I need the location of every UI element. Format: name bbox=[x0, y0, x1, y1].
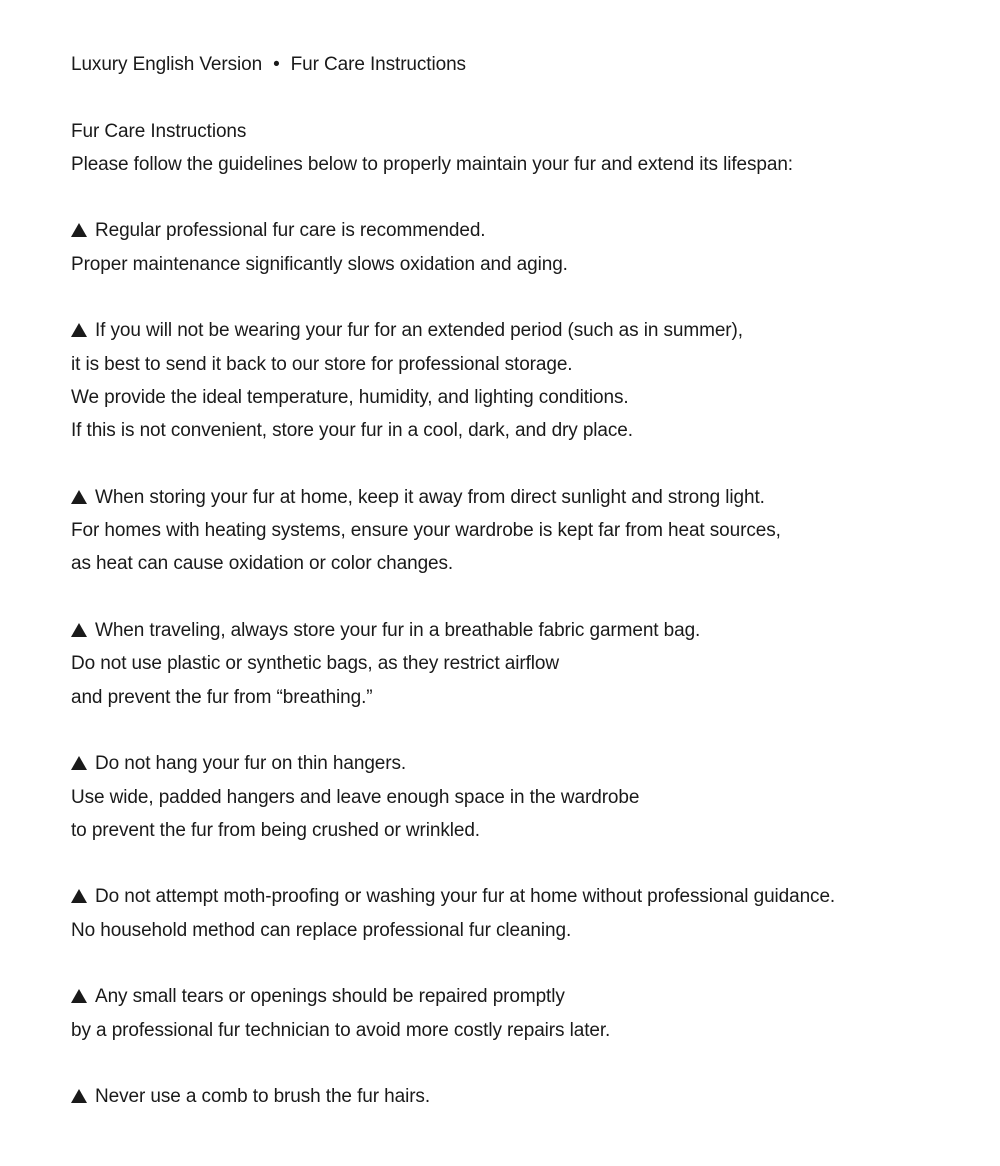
instruction-line: No household method can replace professional fur cleaning. bbox=[71, 919, 572, 941]
triangle-bullet-icon bbox=[71, 623, 87, 637]
triangle-bullet-icon bbox=[71, 889, 87, 903]
instruction-lead-text: Never use a comb to brush the fur hairs. bbox=[95, 1086, 430, 1108]
triangle-bullet-icon bbox=[71, 323, 87, 337]
instruction-line: as heat can cause oxidation or color changes. bbox=[71, 553, 454, 575]
care-instruction-item bbox=[71, 214, 960, 281]
document-header bbox=[71, 48, 960, 81]
instruction-line: Do not use plastic or synthetic bags, as they restrict airflow bbox=[71, 653, 560, 675]
intro-text: Please follow the guidelines below to properly maintain your fur and extend its lifespan: bbox=[71, 153, 793, 175]
care-instruction-item bbox=[71, 314, 960, 447]
care-instruction-item bbox=[71, 747, 960, 847]
instruction-lead-text: When traveling, always store your fur in a breathable fabric garment bag. bbox=[95, 620, 701, 642]
instruction-lead-text: Do not hang your fur on thin hangers. bbox=[95, 753, 407, 775]
instruction-lead-text: Any small tears or openings should be repaired promptly bbox=[95, 986, 565, 1008]
instruction-lead bbox=[71, 214, 960, 247]
header-separator: • bbox=[273, 54, 280, 75]
triangle-bullet-icon bbox=[71, 490, 87, 504]
instruction-lead-text: Regular professional fur care is recommended. bbox=[95, 220, 486, 242]
instruction-line: If this is not convenient, store your fur in a cool, dark, and dry place. bbox=[71, 420, 633, 442]
care-instruction-item bbox=[71, 880, 960, 947]
document-page bbox=[71, 48, 960, 1114]
instruction-lead-text: When storing your fur at home, keep it away from direct sunlight and strong light. bbox=[95, 486, 765, 508]
instruction-line: Proper maintenance significantly slows oxidation and aging. bbox=[71, 253, 568, 275]
instruction-line: it is best to send it back to our store for professional storage. bbox=[71, 353, 573, 375]
instruction-lead bbox=[71, 481, 960, 514]
spacer bbox=[71, 581, 960, 614]
instruction-lead bbox=[71, 980, 960, 1013]
instruction-lead bbox=[71, 614, 960, 647]
spacer bbox=[71, 714, 960, 747]
instruction-lead bbox=[71, 880, 960, 913]
spacer bbox=[71, 847, 960, 880]
instruction-lead-text: Do not attempt moth-proofing or washing your fur at home without professional guidance. bbox=[95, 886, 836, 908]
spacer bbox=[71, 281, 960, 314]
care-instruction-item bbox=[71, 980, 960, 1047]
version-label: Luxury English Version bbox=[71, 54, 263, 75]
care-instruction-item bbox=[71, 1080, 960, 1113]
instruction-line: by a professional fur technician to avoid more costly repairs later. bbox=[71, 1019, 611, 1041]
instruction-line: We provide the ideal temperature, humidity, and lighting conditions. bbox=[71, 386, 629, 408]
care-instruction-item bbox=[71, 481, 960, 581]
intro-title: Fur Care Instructions bbox=[71, 120, 247, 142]
care-instruction-item bbox=[71, 614, 960, 714]
instruction-line: and prevent the fur from “breathing.” bbox=[71, 686, 373, 708]
triangle-bullet-icon bbox=[71, 756, 87, 770]
instruction-line: For homes with heating systems, ensure your wardrobe is kept far from heat sources, bbox=[71, 520, 781, 542]
header-subject: Fur Care Instructions bbox=[290, 54, 466, 75]
spacer bbox=[71, 181, 960, 214]
spacer bbox=[71, 448, 960, 481]
spacer bbox=[71, 81, 960, 114]
triangle-bullet-icon bbox=[71, 989, 87, 1003]
instruction-lead-text: If you will not be wearing your fur for an extended period (such as in summer), bbox=[95, 320, 743, 342]
instruction-line: Use wide, padded hangers and leave enough space in the wardrobe bbox=[71, 786, 640, 808]
instruction-lead bbox=[71, 314, 960, 347]
instruction-line: to prevent the fur from being crushed or wrinkled. bbox=[71, 819, 480, 841]
triangle-bullet-icon bbox=[71, 1089, 87, 1103]
instruction-lead bbox=[71, 747, 960, 780]
triangle-bullet-icon bbox=[71, 223, 87, 237]
instruction-lead bbox=[71, 1080, 960, 1113]
care-instructions-list bbox=[71, 181, 960, 1113]
spacer bbox=[71, 1047, 960, 1080]
spacer bbox=[71, 947, 960, 980]
